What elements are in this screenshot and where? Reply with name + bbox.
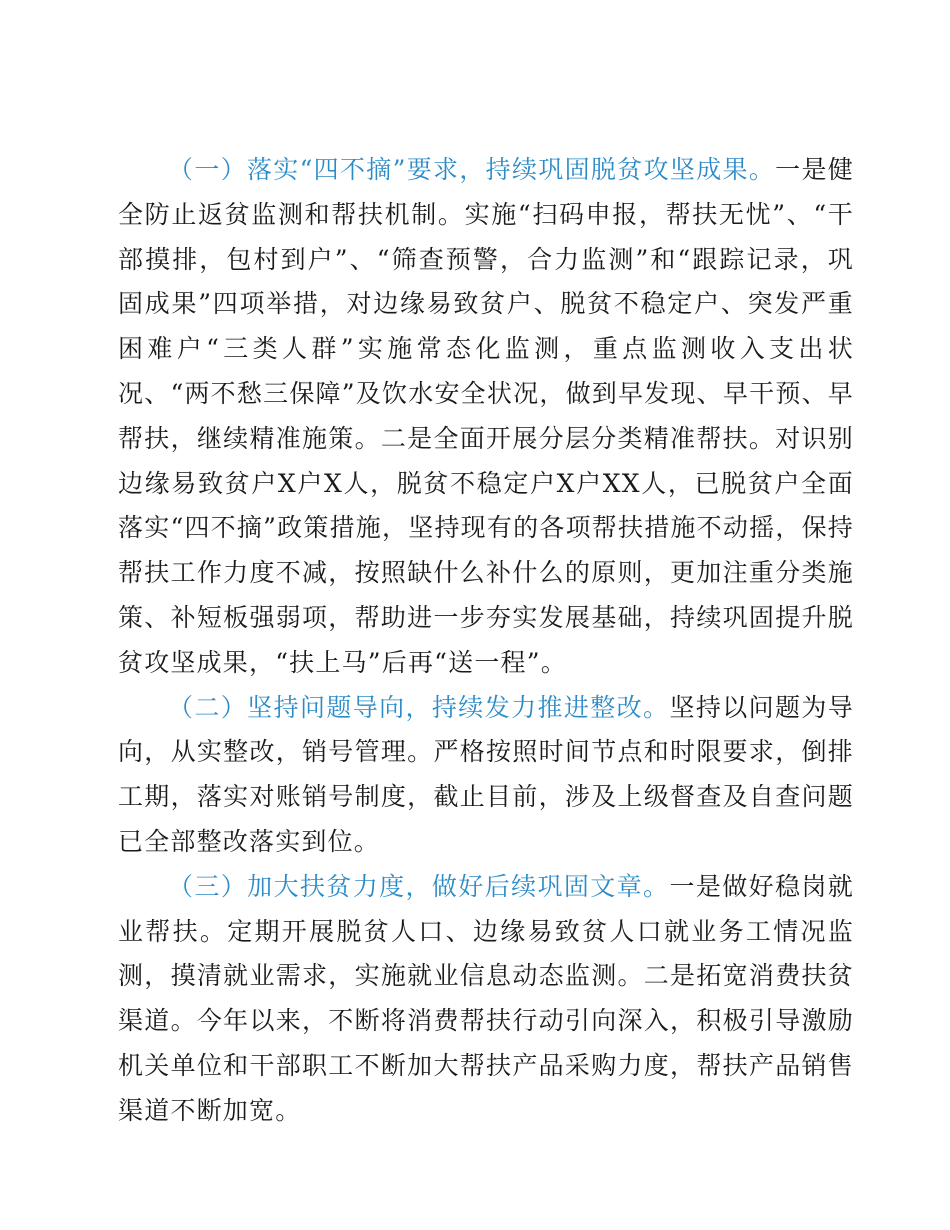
section-1-body: 一是健全防止返贫监测和帮扶机制。实施“扫码申报，帮扶无忧”、“干部摸排，包村到户”、“筛查预警，合力监测”和“跟踪记录，巩固成果”四项举措，对边缘易致贫户、脱贫不稳定户、突发严重困难户“三类人群”实施常态化监测，重点监测收入支出状况、“两不愁三保障”及饮水安全状况，做到早发现、早干预、早帮扶，继续精准施策。二是全面开展分层分类精准帮扶。对识别边缘易致贫户X户X人，脱贫不稳定户X户XX人，已脱贫户全面落实“四不摘”政策措施，坚持现有的各项帮扶措施不动摇，保持帮扶工作力度不减，按照缺什么补什么的原则，更加注重分类施策、补短板强弱项，帮助进一步夯实发展基础，持续巩固提升脱贫攻坚成果，“扶上马”后再“送一程”。 xyxy=(118,155,854,677)
section-3-paragraph xyxy=(118,865,854,1134)
section-3-heading: （三）加大扶贫力度，做好后续巩固文章。 xyxy=(168,871,670,901)
section-1-heading: （一）落实“四不摘”要求，持续巩固脱贫攻坚成果。 xyxy=(168,155,776,184)
section-2-paragraph xyxy=(118,686,854,865)
section-1-paragraph xyxy=(118,148,854,686)
document-page xyxy=(118,148,854,1134)
section-2-body: 坚持以问题为导向，从实整改，销号管理。严格按照时间节点和时限要求，倒排工期，落实对账销号制度，截止目前，涉及上级督查及自查问题已全部整改落实到位。 xyxy=(118,692,854,856)
section-2-heading: （二）坚持问题导向，持续发力推进整改。 xyxy=(168,692,670,722)
section-3-body: 一是做好稳岗就业帮扶。定期开展脱贫人口、边缘易致贫人口就业务工情况监测，摸清就业需求，实施就业信息动态监测。二是拓宽消费扶贫渠道。今年以来，不断将消费帮扶行动引向深入，积极引导激励机关单位和干部职工不断加大帮扶产品采购力度，帮扶产品销售渠道不断加宽。 xyxy=(118,871,854,1125)
